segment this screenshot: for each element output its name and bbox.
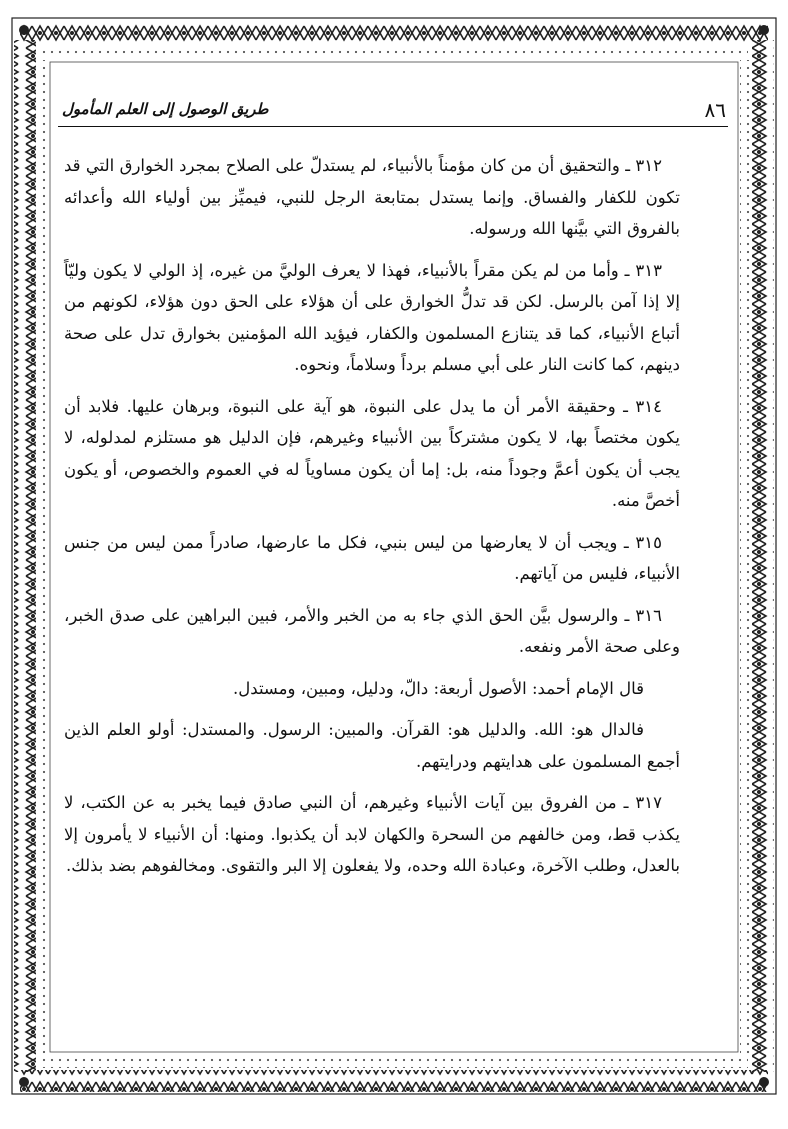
paragraph-317: ٣١٧ ـ من الفروق بين آيات الأنبياء وغيرهم، أن النبي صادق فيما يخبر به عن الكتب، لا يكذب قط، ومن خالفهم من السحرة والكهان لابد أن يكذبوا. ومنها: أن الأنبياء لا يأمرون إلا بالعدل، وطلب الآخرة، وعبادة الله وحده، ولا يفعلون إلا البر والتقوى. ومخالفوهم بضد بذلك. (64, 793, 680, 875)
paragraph-313: ٣١٣ ـ وأما من لم يكن مقراً بالأنبياء، فهذا لا يعرف الوليَّ من غيره، إذ الولي لا يكون وليّاً إلا إذا آمن بالرسل. لكن قد تدلُّ الخوارق على أن هؤلاء على الحق دون هؤلاء، لكونهم من أتباع الأنبياء، كما قد يتنازع المسلمون والكفار، فيؤيد الله المؤمنين بخوارق تدل على صحة دينهم، كما كانت النار على أبي مسلم برداً وسلاماً، ونحوه. (64, 260, 680, 374)
paragraph-315: ٣١٥ ـ ويجب أن لا يعارضها من ليس بنبي، فكل ما عارضها، صادراً ممن ليس من جنس الأنبياء، فليس من آياتهم. (64, 532, 680, 583)
running-title: طريق الوصول إلى العلم المأمول (62, 100, 269, 118)
page-number: ٨٦ (704, 98, 726, 122)
paragraph-definitions: فالدال هو: الله. والدليل هو: القرآن. والمبين: الرسول. والمستدل: أولو العلم الذين أجمع المسلمون على هدايتهم ودرايتهم. (64, 720, 680, 771)
page-header (58, 96, 728, 127)
paragraph-312: ٣١٢ ـ والتحقيق أن من كان مؤمناً بالأنبياء، لم يستدلّ على الصلاح بمجرد الخوارق التي قد تكون للكفار والفساق. وإنما يستدل بمتابعة الرجل للنبي، فيميِّز بين أولياء الله وأعدائه بالفروق التي بيَّنها الله ورسوله. (64, 156, 680, 238)
body-text (64, 150, 680, 1060)
paragraph-314: ٣١٤ ـ وحقيقة الأمر أن ما يدل على النبوة، هو آية على النبوة، وبرهان عليها. فلابد أن يكون مختصاً بها، لا يكون مشتركاً بين الأنبياء وغيرهم، فإن الدليل هو مستلزم لمدلوله، لا يجب أن يكون أعمَّ وجوداً منه، بل: إما أن يكون مساوياً له في العموم والخصوص، أو يكون أخصَّ منه. (64, 396, 680, 510)
paragraph-316: ٣١٦ ـ والرسول بيَّن الحق الذي جاء به من الخبر والأمر، فبين البراهين على صدق الخبر، وعلى صحة الأمر ونفعه. (64, 605, 680, 656)
paragraph-ahmad-quote: قال الإمام أحمد: الأصول أربعة: دالّ، ودليل، ومبين، ومستدل. (233, 678, 644, 698)
